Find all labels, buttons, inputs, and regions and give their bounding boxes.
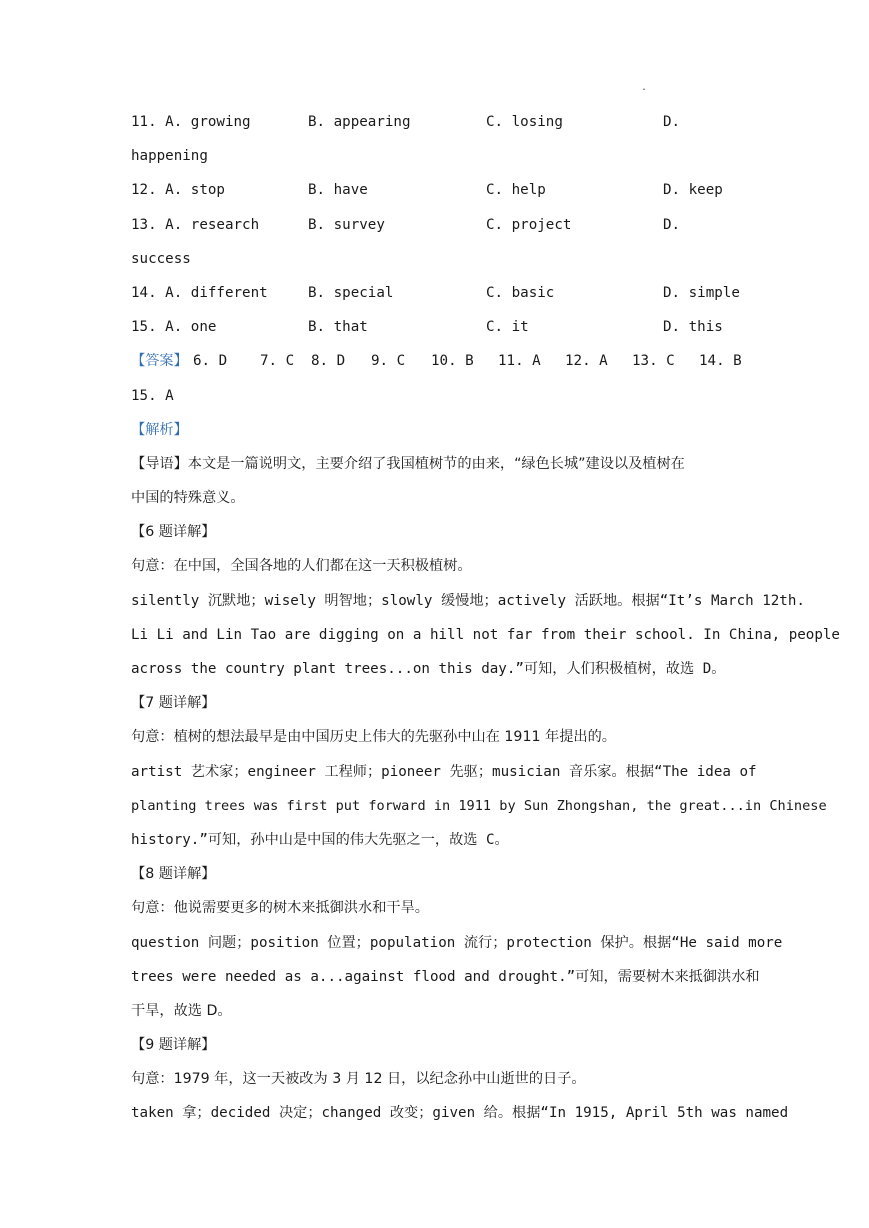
option-c: C. project	[486, 216, 572, 233]
explanation-line: 干旱，故选 D。	[131, 1002, 232, 1019]
answer-item: 11. A	[498, 353, 541, 370]
explanation-line: across the country plant trees...on this day.”可知，人们积极植树，故选 D。	[131, 661, 726, 677]
option-c: C. basic	[486, 284, 555, 301]
option-d: D.	[663, 216, 681, 233]
section-heading: 【6 题详解】	[131, 524, 216, 541]
answer-item: 6. D	[193, 353, 228, 370]
answer-row	[131, 344, 741, 378]
sentence-meaning: 句意：植树的想法最早是由中国历史上伟大的先驱孙中山在 1911 年提出的。	[131, 729, 616, 746]
header-dot: .	[641, 82, 648, 93]
option-a: A. different	[165, 284, 268, 301]
option-a: A. growing	[165, 114, 251, 130]
option-b: B. that	[308, 319, 368, 336]
explanation-line: trees were needed as a...against flood and drought.”可知，需要树木来抵御洪水和	[131, 968, 760, 985]
explanation-line: artist 艺术家；engineer 工程师；pioneer 先驱；musician 音乐家。根据“The idea of	[131, 763, 757, 780]
answer-item: 13. C	[632, 353, 675, 370]
intro-line: 中国的特殊意义。	[131, 490, 245, 507]
document-page	[131, 105, 840, 1131]
option-a: A. stop	[165, 182, 225, 199]
explanation-line: silently 沉默地；wisely 明智地；slowly 缓慢地；actively 活跃地。根据“It’s March 12th.	[131, 592, 805, 609]
answer-row-wrap: 15. A	[131, 387, 174, 404]
sentence-meaning: 句意：1979 年，这一天被改为 3 月 12 日，以纪念孙中山逝世的日子。	[131, 1071, 586, 1088]
question-row: 15. A. one B. that C. it D. this	[131, 310, 741, 344]
option-c: C. help	[486, 182, 546, 199]
answer-item: 14. B	[699, 353, 742, 370]
question-row: 13. A. research B. survey C. project D.	[131, 208, 741, 242]
option-a: A. research	[165, 216, 260, 233]
answer-item: 12. A	[565, 353, 608, 370]
section-heading: 【8 题详解】	[131, 866, 216, 883]
explanation-line: taken 拿；decided 决定；changed 改变；given 给。根据“In 1915, April 5th was named	[131, 1105, 789, 1122]
question-row: 12. A. stop B. have C. help D. keep	[131, 173, 741, 207]
option-wrap: success	[131, 250, 191, 267]
answer-item: 10. B	[431, 353, 474, 370]
section-heading: 【7 题详解】	[131, 695, 216, 712]
explanation-line: question 问题；position 位置；population 流行；protection 保护。根据“He said more	[131, 934, 783, 951]
analysis-label: 【解析】	[131, 421, 188, 438]
option-d: D. simple	[663, 284, 740, 301]
section-heading: 【9 题详解】	[131, 1037, 216, 1054]
option-b: B. appearing	[308, 114, 411, 130]
sentence-meaning: 句意：在中国，全国各地的人们都在这一天积极植树。	[131, 558, 472, 575]
option-c: C. losing	[486, 114, 563, 130]
option-a: A. one	[165, 319, 217, 336]
option-wrap: happening	[131, 148, 208, 165]
option-d: D. this	[663, 319, 723, 336]
option-b: B. have	[308, 182, 368, 199]
explanation-line: Li Li and Lin Tao are digging on a hill not far from their school. In China, people	[131, 626, 840, 643]
explanation-line: history.”可知，孙中山是中国的伟大先驱之一，故选 C。	[131, 831, 509, 848]
explanation-line: planting trees was first put forward in 1911 by Sun Zhongshan, the great...in Chinese	[131, 797, 827, 814]
option-d: D. keep	[663, 182, 723, 199]
sentence-meaning: 句意：他说需要更多的树木来抵御洪水和干旱。	[131, 900, 429, 917]
answer-item: 7. C	[260, 353, 295, 370]
answer-label: 【答案】	[131, 353, 188, 370]
answer-item: 8. D	[311, 353, 346, 370]
question-row: 14. A. different B. special C. basic D. simple	[131, 276, 741, 310]
intro-line: 【导语】本文是一篇说明文，主要介绍了我国植树节的由来，“绿色长城”建设以及植树在	[131, 455, 685, 472]
answer-item: 9. C	[371, 353, 406, 370]
option-d: D.	[663, 114, 681, 130]
option-c: C. it	[486, 319, 529, 336]
option-b: B. special	[308, 284, 394, 301]
question-row: 11. A. growing B. appearing C. losing D.	[131, 105, 741, 139]
option-b: B. survey	[308, 216, 385, 233]
